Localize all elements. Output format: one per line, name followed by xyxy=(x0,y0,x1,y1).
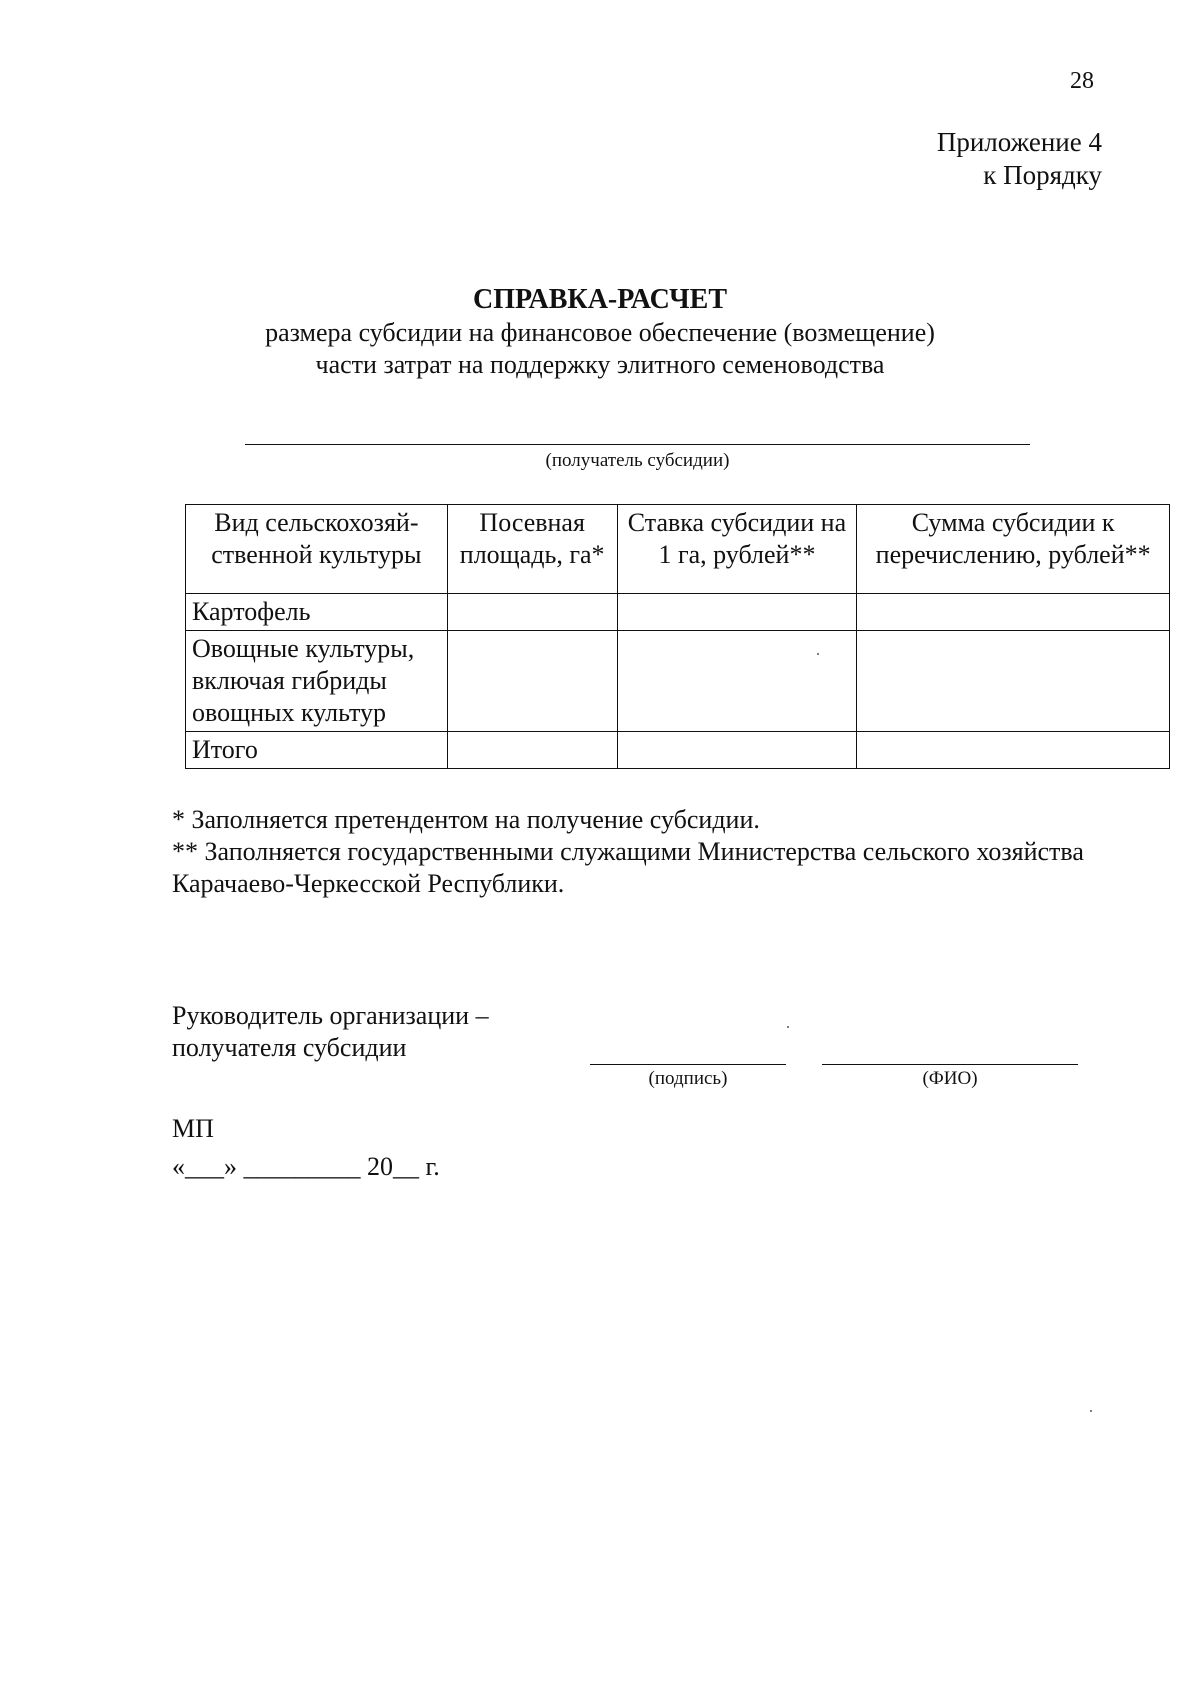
subsidy-calculation-table xyxy=(185,504,1170,769)
document-subtitle-line1: размера субсидии на финансовое обеспечение (возмещение) xyxy=(265,318,935,347)
cell-potato-area[interactable] xyxy=(447,594,617,631)
signature-caption: (подпись) xyxy=(648,1068,728,1089)
cell-vegetables-area[interactable] xyxy=(447,631,617,732)
cell-total-area[interactable] xyxy=(447,732,617,769)
row-label-potato: Картофель xyxy=(186,594,448,631)
signature-field[interactable] xyxy=(590,1064,786,1065)
footnote-ministry: ** Заполняется государственными служащими Министерства сельского хозяйства Карачаево-Черкесской Республики. xyxy=(172,837,1084,898)
full-name-caption: (ФИО) xyxy=(922,1068,978,1089)
page-number: 28 xyxy=(1070,68,1094,94)
cell-total-rate[interactable] xyxy=(617,732,857,769)
signatory-title-line2: получателя субсидии xyxy=(172,1033,407,1062)
signatory-block xyxy=(172,1000,489,1064)
recipient-field[interactable] xyxy=(245,444,1030,445)
row-label-total: Итого xyxy=(186,732,448,769)
table-row xyxy=(186,732,1170,769)
scan-speck xyxy=(787,1026,789,1028)
header-crop-type: Вид сельскохозяй-ственной культуры xyxy=(186,505,448,594)
cell-potato-rate[interactable] xyxy=(617,594,857,631)
stamp-block xyxy=(172,1110,440,1186)
stamp-place-label: МП xyxy=(172,1114,214,1143)
table-row xyxy=(186,594,1170,631)
table-header-row xyxy=(186,505,1170,594)
cell-vegetables-rate[interactable] xyxy=(617,631,857,732)
appendix-number: Приложение 4 xyxy=(936,127,1102,157)
recipient-caption: (получатель субсидии) xyxy=(545,450,730,471)
scan-speck xyxy=(817,653,819,655)
cell-total-amount[interactable] xyxy=(857,732,1170,769)
table-row xyxy=(186,631,1170,732)
scan-speck xyxy=(1090,1410,1092,1412)
appendix-order: к Порядку xyxy=(983,160,1102,190)
full-name-field[interactable] xyxy=(822,1064,1078,1065)
cell-potato-amount[interactable] xyxy=(857,594,1170,631)
appendix-reference xyxy=(937,126,1102,192)
document-title: СПРАВКА-РАСЧЕТ xyxy=(472,284,728,315)
document-subtitle-line2: части затрат на поддержку элитного семеноводства xyxy=(315,350,885,379)
header-subsidy-amount: Сумма субсидии к перечислению, рублей** xyxy=(857,505,1170,594)
row-label-vegetables: Овощные культуры, включая гибриды овощных культур xyxy=(186,631,448,732)
header-subsidy-rate: Ставка субсидии на 1 га, рублей** xyxy=(617,505,857,594)
cell-vegetables-amount[interactable] xyxy=(857,631,1170,732)
footnote-applicant: * Заполняется претендентом на получение субсидии. xyxy=(172,805,760,834)
title-block xyxy=(0,283,1200,381)
date-line[interactable]: «___» _________ 20__ г. xyxy=(172,1152,440,1181)
signatory-title-line1: Руководитель организации – xyxy=(172,1001,489,1030)
header-sown-area: Посевная площадь, га* xyxy=(447,505,617,594)
footnotes xyxy=(172,804,1102,900)
